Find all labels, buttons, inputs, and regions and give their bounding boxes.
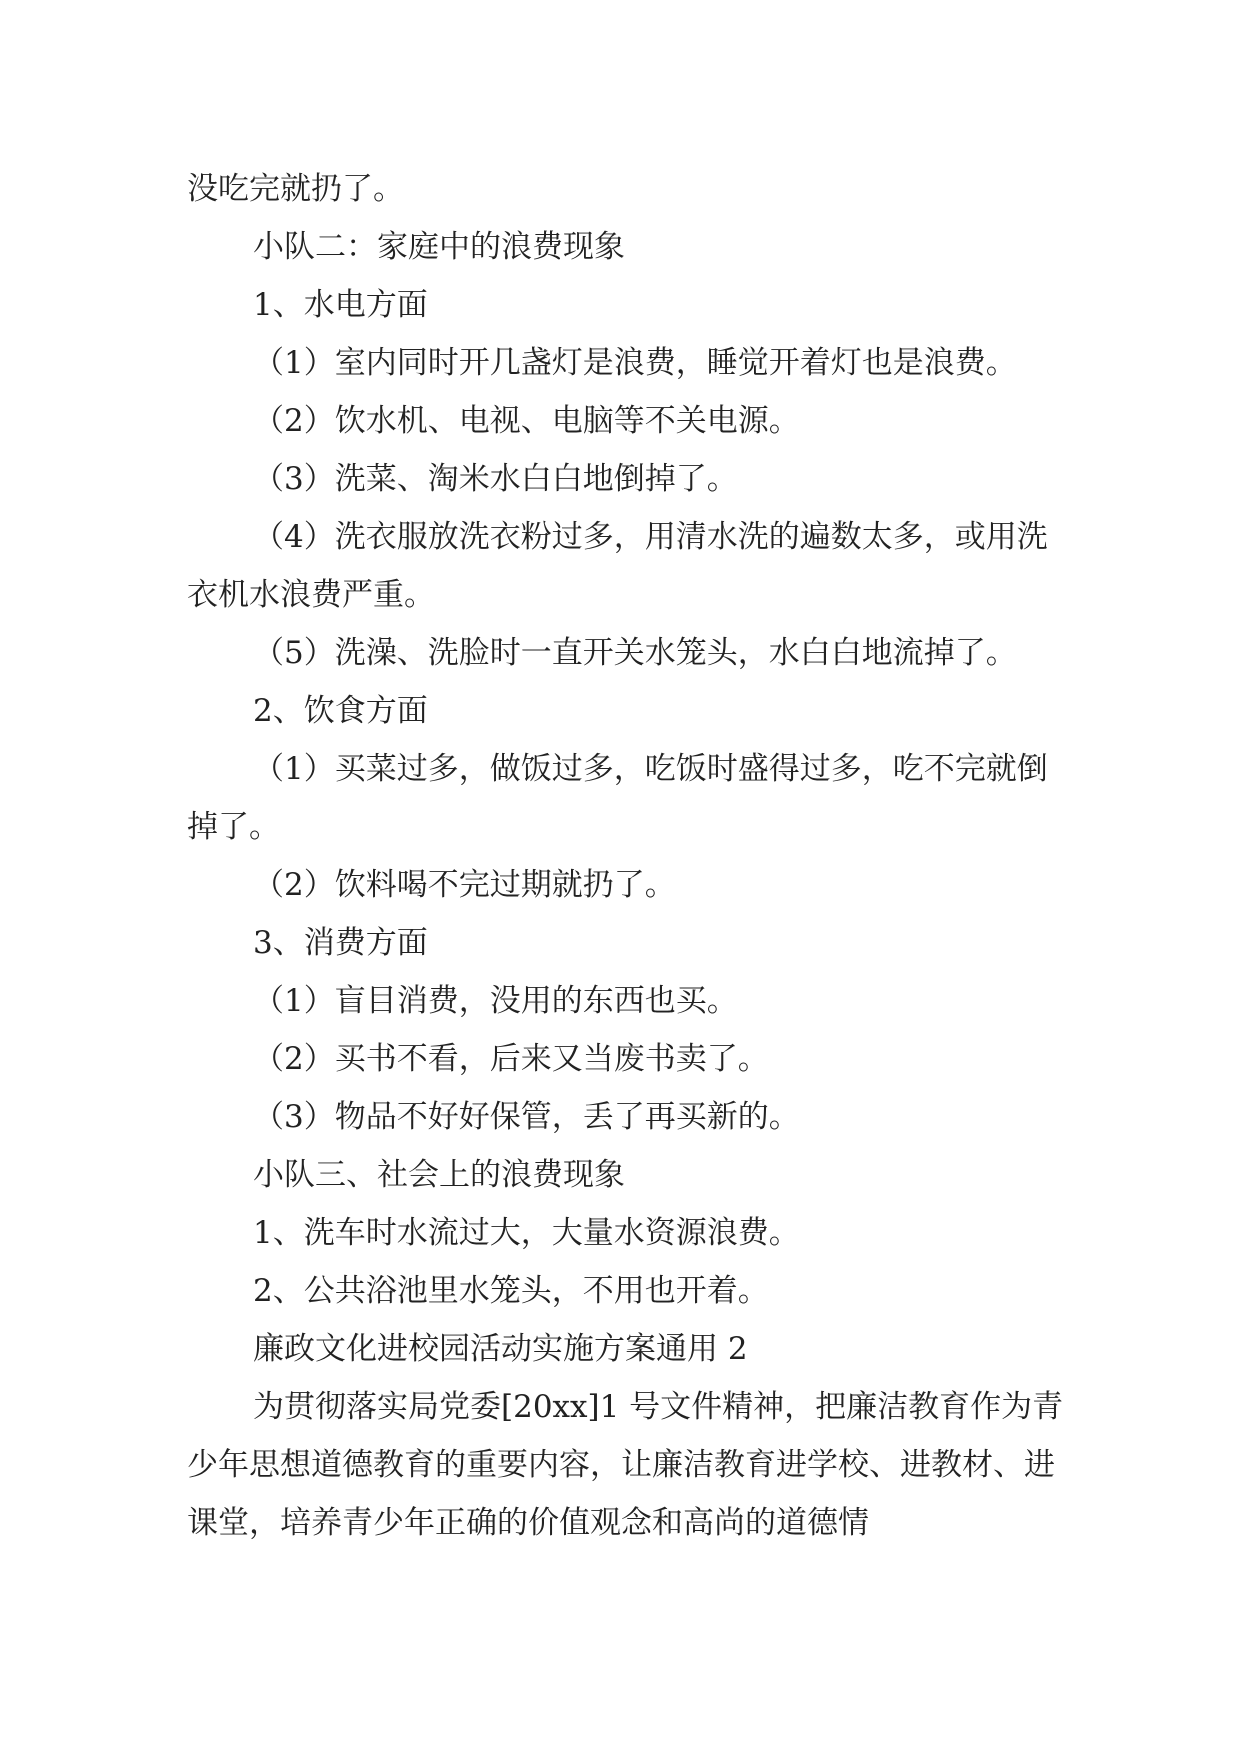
section-title: 廉政文化进校园活动实施方案通用 2	[253, 1331, 748, 1367]
paragraph: 1、洗车时水流过大，大量水资源浪费。	[253, 1215, 800, 1251]
paragraph: （2）饮料喝不完过期就扔了。	[253, 867, 676, 903]
paragraph: （1）盲目消费，没用的东西也买。	[253, 983, 738, 1019]
paragraph: 没吃完就扔了。	[187, 171, 404, 207]
paragraph: 小队三、社会上的浪费现象	[253, 1157, 625, 1193]
document-body	[187, 160, 1067, 1552]
paragraph: （1）室内同时开几盏灯是浪费，睡觉开着灯也是浪费。	[253, 345, 1017, 381]
paragraph: 1、水电方面	[253, 287, 428, 323]
paragraph: （3）物品不好好保管，丢了再买新的。	[253, 1099, 800, 1135]
paragraph: （1）买菜过多，做饭过多，吃饭时盛得过多，吃不完就倒掉了。	[187, 751, 1048, 845]
paragraph: （5）洗澡、洗脸时一直开关水笼头，水白白地流掉了。	[253, 635, 1017, 671]
paragraph: 3、消费方面	[253, 925, 428, 961]
paragraph: 2、饮食方面	[253, 693, 428, 729]
paragraph: （2）饮水机、电视、电脑等不关电源。	[253, 403, 800, 439]
paragraph: （3）洗菜、淘米水白白地倒掉了。	[253, 461, 738, 497]
paragraph: （4）洗衣服放洗衣粉过多，用清水洗的遍数太多，或用洗衣机水浪费严重。	[187, 519, 1048, 613]
paragraph: （2）买书不看，后来又当废书卖了。	[253, 1041, 769, 1077]
paragraph: 为贯彻落实局党委[20xx]1 号文件精神，把廉洁教育作为青少年思想道德教育的重要内容，让廉洁教育进学校、进教材、进课堂，培养青少年正确的价值观念和高尚的道德情	[187, 1389, 1064, 1541]
paragraph: 2、公共浴池里水笼头，不用也开着。	[253, 1273, 769, 1309]
paragraph: 小队二：家庭中的浪费现象	[253, 229, 625, 265]
